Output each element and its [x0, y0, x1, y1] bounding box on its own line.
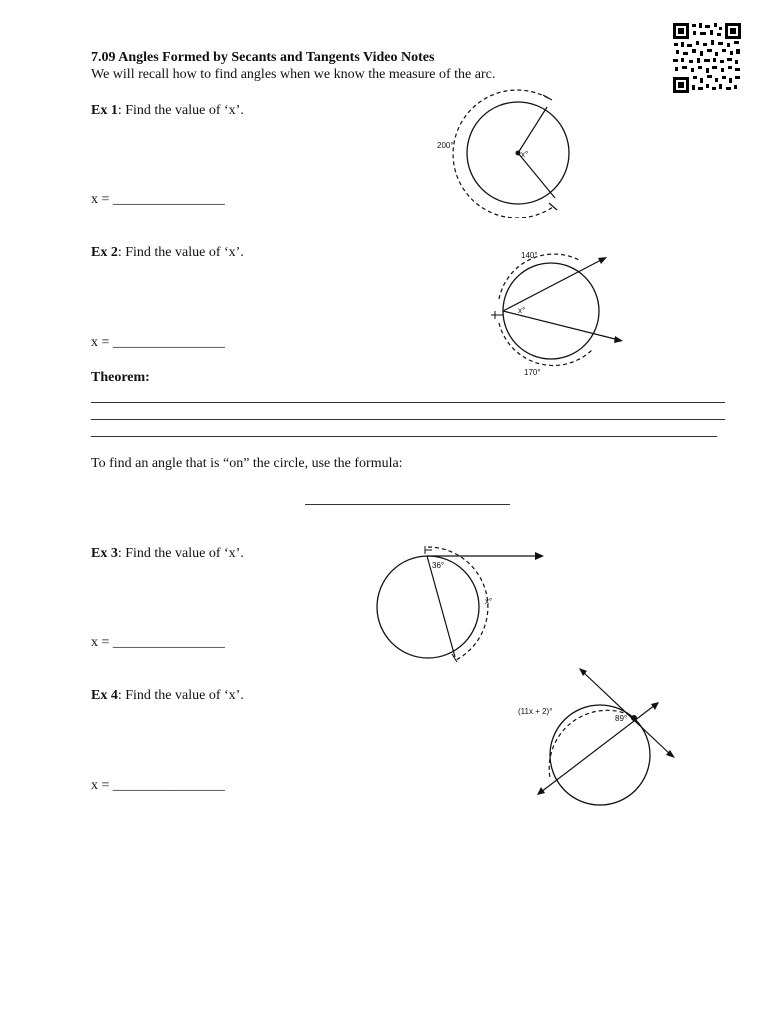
ex2-label: Ex 2	[91, 245, 118, 260]
formula-instruction: To find an angle that is “on” the circle, use the formula:	[91, 456, 403, 471]
theorem-label: Theorem:	[91, 370, 150, 385]
ex4-text: : Find the value of ‘x’.	[117, 688, 244, 703]
ex4-prompt	[91, 688, 244, 704]
ex2-answer[interactable]	[91, 335, 225, 351]
ex4-figure	[505, 660, 685, 810]
ex2-text: : Find the value of ‘x’.	[117, 245, 244, 260]
ex2-arc-bottom-label: 170°	[524, 368, 541, 377]
ex3-prompt	[91, 546, 244, 562]
page-subtitle: We will recall how to find angles when we know the measure of the arc.	[91, 67, 496, 82]
ex1-label: Ex 1	[91, 103, 118, 118]
ex2-angle-label: x°	[518, 306, 526, 315]
ex3-figure	[370, 540, 550, 665]
ex4-answer-blank[interactable]: ________________	[112, 778, 225, 793]
ex2-arc-top-label: 140°	[521, 251, 538, 260]
ex1-angle-label: x°	[521, 150, 529, 159]
ex3-answer-label: x =	[91, 635, 113, 650]
ex2-prompt	[91, 245, 244, 261]
ex3-answer-blank[interactable]: ________________	[112, 635, 225, 650]
theorem-line-1[interactable]	[91, 402, 725, 403]
ex3-arc-label: x°	[485, 597, 493, 606]
formula-blank[interactable]	[305, 504, 510, 505]
ex1-text: : Find the value of ‘x’.	[117, 103, 244, 118]
ex4-label: Ex 4	[91, 688, 118, 703]
ex2-answer-blank[interactable]: ________________	[112, 335, 225, 350]
ex3-answer[interactable]	[91, 635, 225, 651]
ex4-answer-label: x =	[91, 778, 113, 793]
ex1-answer[interactable]	[91, 192, 225, 208]
ex1-arc-label: 200°	[437, 141, 454, 150]
ex4-answer[interactable]	[91, 778, 225, 794]
page-title: 7.09 Angles Formed by Secants and Tangents Video Notes	[91, 50, 435, 65]
ex3-label: Ex 3	[91, 546, 118, 561]
ex4-angle-label: 89°	[615, 714, 628, 723]
ex4-arc-label: (11x + 2)°	[518, 707, 553, 716]
ex3-text: : Find the value of ‘x’.	[117, 546, 244, 561]
ex1-figure	[425, 88, 585, 218]
ex2-figure	[485, 245, 630, 380]
theorem-line-2[interactable]	[91, 419, 725, 420]
ex3-circle	[377, 556, 479, 658]
ex1-answer-blank[interactable]: ________________	[112, 192, 225, 207]
theorem-line-3[interactable]	[91, 436, 717, 437]
ex2-answer-label: x =	[91, 335, 113, 350]
ex1-dashed-arc	[453, 90, 553, 218]
qr-code-icon	[672, 22, 742, 94]
ex1-answer-label: x =	[91, 192, 113, 207]
ex1-prompt	[91, 103, 244, 119]
ex3-angle-label: 36°	[432, 561, 445, 570]
